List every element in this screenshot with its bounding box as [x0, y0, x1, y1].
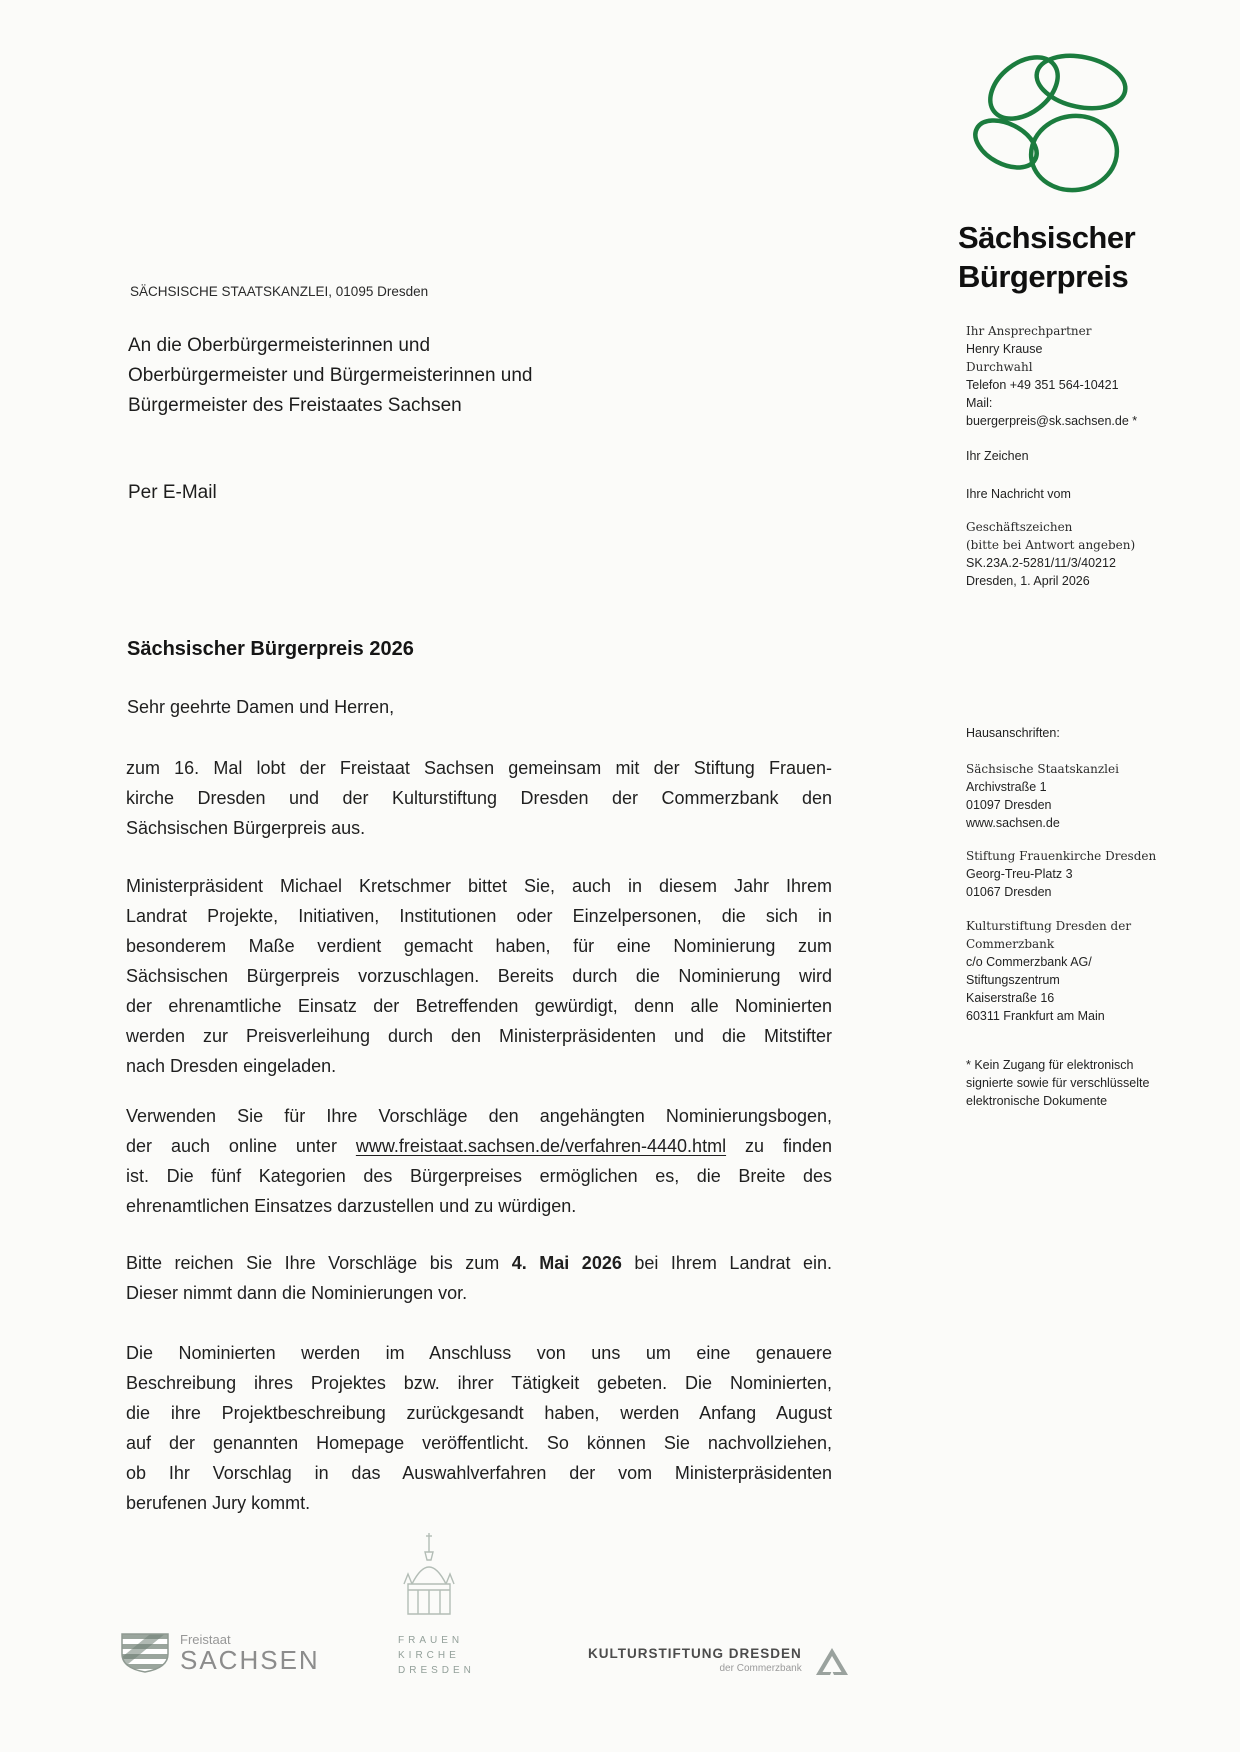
- ihr-zeichen-label: Ihr Zeichen: [966, 449, 1029, 463]
- mail-label: Mail:: [966, 396, 993, 410]
- body-line: Landrat Projekte, Initiativen, Institutionen oder Einzelpersonen, die sich in: [126, 906, 832, 926]
- footnote-line: elektronische Dokumente: [966, 1094, 1108, 1108]
- body-line: berufenen Jury kommt.: [126, 1493, 311, 1513]
- paragraph-followup: [126, 1338, 832, 1518]
- brand-wordmark: [958, 218, 1135, 296]
- recipient-line: Bürgermeister des Freistaates Sachsen: [128, 395, 462, 416]
- gz-place-date: Dresden, 1. April 2026: [966, 574, 1090, 588]
- address-line: 01067 Dresden: [966, 885, 1052, 899]
- freistaat-sachsen-logo: [120, 1632, 320, 1674]
- frauenkirche-line: DRESDEN: [398, 1665, 475, 1676]
- address-line: 01097 Dresden: [966, 798, 1052, 812]
- body-line: Verwenden Sie für Ihre Vorschläge den angehängten Nominierungsbogen,: [126, 1106, 832, 1126]
- address-line: 60311 Frankfurt am Main: [966, 1009, 1105, 1023]
- email-footnote: [966, 1056, 1196, 1110]
- paragraph-intro: [126, 753, 832, 843]
- body-line-with-deadline: [126, 1248, 832, 1278]
- deadline-date: 4. Mai 2026: [511, 1253, 622, 1273]
- sachsen-crest-icon: [120, 1632, 170, 1674]
- salutation: Sehr geehrte Damen und Herren,: [127, 697, 395, 717]
- sachsen-wordmark: [180, 1632, 320, 1673]
- paragraph-deadline: [126, 1248, 832, 1308]
- freistaat-label: Freistaat: [180, 1632, 231, 1647]
- frauenkirche-logo: [398, 1532, 475, 1678]
- body-line: die ihre Projektbeschreibung zurückgesandt haben, werden Anfang August: [126, 1403, 832, 1423]
- body-line: ist. Die fünf Kategorien des Bürgerpreises ermöglichen es, die Breite des: [126, 1166, 832, 1186]
- green-loop-logo-icon: [960, 40, 1140, 210]
- contact-label: Ihr Ansprechpartner: [966, 324, 1092, 338]
- address-line: Sächsische Staatskanzlei: [966, 762, 1119, 776]
- address-line: Archivstraße 1: [966, 780, 1047, 794]
- body-line-with-link: [126, 1131, 832, 1161]
- body-line: Sächsischen Bürgerpreis aus.: [126, 818, 366, 838]
- ihre-nachricht-label: Ihre Nachricht vom: [966, 487, 1071, 501]
- durchwahl-label: Durchwahl: [966, 360, 1033, 374]
- buergerpreis-logo: [960, 40, 1140, 210]
- brand-line-1: Sächsischer: [958, 220, 1136, 255]
- frauenkirche-line: KIRCHE: [398, 1650, 460, 1661]
- frauenkirche-line: FRAUEN: [398, 1635, 464, 1646]
- frauenkirche-icon: [398, 1532, 460, 1624]
- body-line: werden zur Preisverleihung durch den Ministerpräsidenten und die Mitstifter: [126, 1026, 832, 1046]
- address-line: Kulturstiftung Dresden der: [966, 919, 1132, 933]
- kulturstiftung-title: KULTURSTIFTUNG DRESDEN: [588, 1646, 802, 1661]
- body-line: kirche Dresden und der Kulturstiftung Dresden der Commerzbank den: [126, 788, 832, 808]
- body-line: Dieser nimmt dann die Nominierungen vor.: [126, 1283, 468, 1303]
- body-line: Ministerpräsident Michael Kretschmer bittet Sie, auch in diesem Jahr Ihrem: [126, 876, 832, 896]
- subject-line: Sächsischer Bürgerpreis 2026: [127, 638, 414, 660]
- geschaeftszeichen-block: [966, 518, 1196, 590]
- sender-line: SÄCHSISCHE STAATSKANZLEI, 01095 Dresden: [130, 284, 429, 299]
- sachsen-label: SACHSEN: [180, 1645, 320, 1675]
- commerzbank-icon: [814, 1646, 850, 1678]
- address-line: www.sachsen.de: [966, 816, 1060, 830]
- brand-line-2: Bürgerpreis: [958, 259, 1129, 294]
- kulturstiftung-logo: [588, 1646, 850, 1678]
- body-line: Die Nominierten werden im Anschluss von uns um eine genauere: [126, 1343, 832, 1363]
- address-staatskanzlei: [966, 760, 1196, 832]
- contact-email: buergerpreis@sk.sachsen.de *: [966, 414, 1138, 428]
- address-line: Kaiserstraße 16: [966, 991, 1055, 1005]
- nomination-url: www.freistaat.sachsen.de/verfahren-4440.html: [355, 1136, 727, 1156]
- body-line: ehrenamtlichen Einsatzes darzustellen und zu würdigen.: [126, 1196, 577, 1216]
- frauenkirche-wordmark: [398, 1633, 475, 1678]
- body-line: besonderem Maße verdient gemacht haben, für eine Nominierung zum: [126, 936, 832, 956]
- gz-note: (bitte bei Antwort angeben): [966, 538, 1136, 552]
- link-post-text: zu finden: [726, 1136, 832, 1156]
- address-line: c/o Commerzbank AG/: [966, 955, 1092, 969]
- deadline-post-text: bei Ihrem Landrat ein.: [621, 1253, 833, 1273]
- footnote-line: * Kein Zugang für elektronisch: [966, 1058, 1134, 1072]
- paragraph-form: [126, 1101, 832, 1221]
- kulturstiftung-wordmark: [588, 1646, 802, 1675]
- contact-phone: Telefon +49 351 564-10421: [966, 378, 1119, 392]
- body-line: Sächsischen Bürgerpreis vorzuschlagen. Bereits durch die Nominierung wird: [126, 966, 832, 986]
- recipient-line: Oberbürgermeister und Bürgermeisterinnen und: [128, 365, 533, 386]
- recipient-line: An die Oberbürgermeisterinnen und: [128, 335, 431, 356]
- body-line: auf der genannten Homepage veröffentlicht. So können Sie nachvollziehen,: [126, 1433, 832, 1453]
- contact-block: [966, 322, 1196, 430]
- gz-label: Geschäftszeichen: [966, 520, 1073, 534]
- address-line: Commerzbank: [966, 937, 1055, 951]
- body-line: zum 16. Mal lobt der Freistaat Sachsen gemeinsam mit der Stiftung Frauen-: [126, 758, 832, 778]
- delivery-method: Per E-Mail: [128, 482, 217, 503]
- paragraph-nomination: [126, 871, 832, 1081]
- address-frauenkirche: [966, 847, 1196, 901]
- footnote-line: signierte sowie für verschlüsselte: [966, 1076, 1150, 1090]
- deadline-pre-text: Bitte reichen Sie Ihre Vorschläge bis zum: [126, 1253, 512, 1273]
- contact-name: Henry Krause: [966, 342, 1043, 356]
- body-line: der ehrenamtliche Einsatz der Betreffenden gewürdigt, denn alle Nominierten: [126, 996, 832, 1016]
- hausanschriften-label: Hausanschriften:: [966, 726, 1060, 740]
- link-pre-text: der auch online unter: [126, 1136, 356, 1156]
- recipient-address: [128, 331, 533, 421]
- address-line: Georg-Treu-Platz 3: [966, 867, 1073, 881]
- address-line: Stiftung Frauenkirche Dresden: [966, 849, 1157, 863]
- address-line: Stiftungszentrum: [966, 973, 1060, 987]
- kulturstiftung-subtitle: der Commerzbank: [719, 1663, 802, 1674]
- body-line: Beschreibung ihres Projektes bzw. ihrer Tätigkeit gebeten. Die Nominierten,: [126, 1373, 832, 1393]
- address-kulturstiftung: [966, 917, 1196, 1025]
- body-line: nach Dresden eingeladen.: [126, 1056, 337, 1076]
- gz-code: SK.23A.2-5281/11/3/40212: [966, 556, 1116, 570]
- body-line: ob Ihr Vorschlag in das Auswahlverfahren der vom Ministerpräsidenten: [126, 1463, 832, 1483]
